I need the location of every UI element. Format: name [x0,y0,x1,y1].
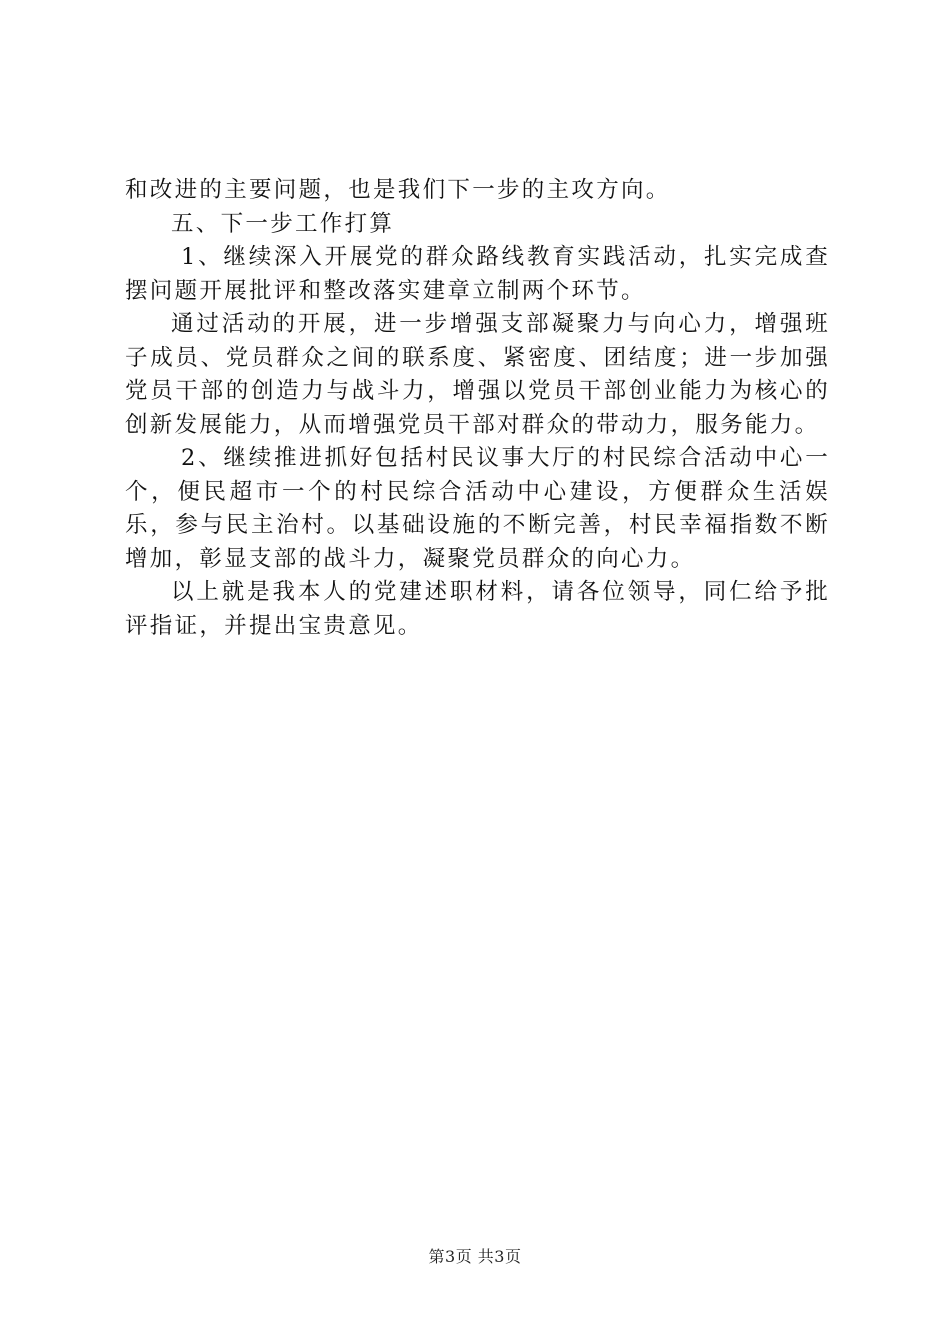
paragraph-item-2: 2、继续推进抓好包括村民议事大厅的村民综合活动中心一个，便民超市一个的村民综合活动中心建设，方便群众生活娱乐，参与民主治村。以基础设施的不断完善，村民幸福指数不断增加，彰显支部的战斗力，凝聚党员群众的向心力。 [125,445,830,572]
document-body [125,174,830,643]
paragraph-item-1: 1、继续深入开展党的群众路线教育实践活动，扎实完成查摆问题开展批评和整改落实建章立制两个环节。 [125,244,830,304]
page-number-footer: 第3页 共3页 [428,1247,522,1266]
paragraph-closing: 以上就是我本人的党建述职材料，请各位领导，同仁给予批评指证，并提出宝贵意见。 [125,579,830,639]
paragraph-body: 通过活动的开展，进一步增强支部凝聚力与向心力，增强班子成员、党员群众之间的联系度、紧密度、团结度；进一步加强党员干部的创造力与战斗力，增强以党员干部创业能力为核心的创新发展能力，从而增强党员干部对群众的带动力，服务能力。 [125,311,830,438]
section-heading: 五、下一步工作打算 [171,210,395,237]
paragraph-continuation: 和改进的主要问题，也是我们下一步的主攻方向。 [125,177,671,203]
